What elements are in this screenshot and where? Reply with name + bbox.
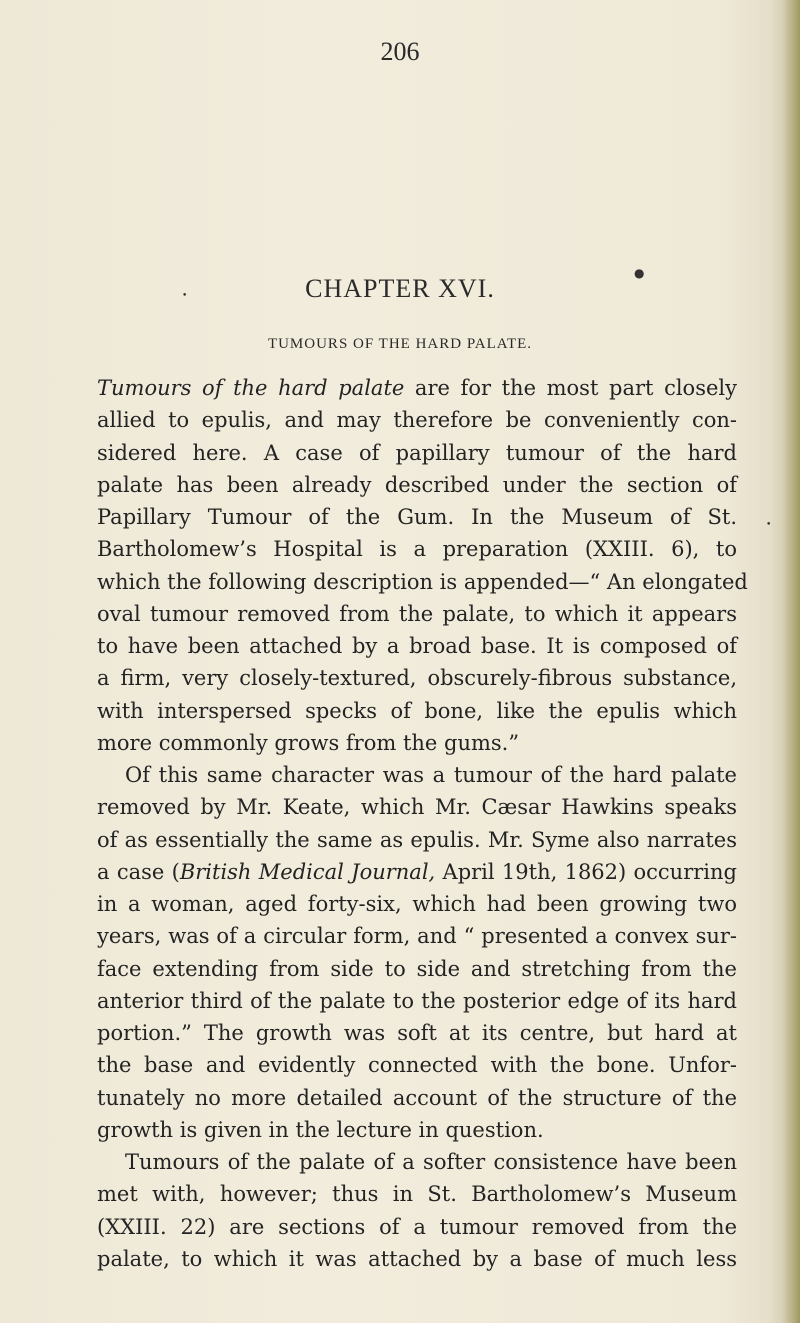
text-line <box>97 662 737 694</box>
text-run: oval tumour removed from the palate, to which it appears <box>97 601 737 626</box>
text-line <box>97 1178 737 1210</box>
text-run: portion.” The growth was soft at its centre, but hard at <box>97 1021 737 1045</box>
text-line <box>97 1114 737 1146</box>
text-run: palate has been already described under the section of <box>97 472 737 497</box>
text-run: with interspersed specks of bone, like the epulis which <box>97 698 737 723</box>
text-line <box>97 1146 737 1178</box>
text-run: met with, however; thus in St. Bartholomew’s Museum <box>97 1182 737 1207</box>
text-run: which the following description is appended—“ An elongated <box>97 569 748 594</box>
text-line <box>97 888 737 920</box>
text-line <box>97 759 737 791</box>
text-line <box>97 372 737 404</box>
page-edge-stain <box>782 0 800 1323</box>
text-run: April 19th, 1862) occurring <box>435 859 737 884</box>
ink-dot-icon: • <box>182 291 188 301</box>
text-run: Tumours of the palate of a softer consistence have been <box>125 1150 737 1174</box>
chapter-title: CHAPTER XVI. <box>305 274 495 303</box>
text-run: Of this same character was a tumour of the hard palate <box>125 763 737 787</box>
text-line <box>97 404 737 436</box>
text-run: allied to epulis, and may therefore be conveniently con- <box>97 408 737 433</box>
text-line <box>97 469 737 501</box>
text-line <box>97 598 737 630</box>
text-run: Papillary Tumour of the Gum. In the Museum of St. <box>97 505 737 529</box>
text-line <box>97 727 737 759</box>
text-run: anterior third of the palate to the posterior edge of its hard <box>97 988 737 1013</box>
text-run: are for the most part closely <box>404 376 737 400</box>
text-run: palate, to which it was attached by a base of much less <box>97 1246 737 1271</box>
italic-text: British Medical Journal, <box>179 859 436 884</box>
section-title: TUMOURS OF THE HARD PALATE. <box>267 336 533 352</box>
text-line <box>97 437 737 469</box>
italic-text: Tumours of the hard palate <box>97 376 405 400</box>
text-line <box>97 791 737 823</box>
text-run: a firm, very closely-textured, obscurely-fibrous substance, <box>97 666 737 691</box>
text-line <box>97 1017 737 1049</box>
body-text <box>97 372 748 1275</box>
text-line <box>97 695 737 727</box>
text-run: of as essentially the same as epulis. Mr. Syme also narrates <box>97 827 737 852</box>
text-run: in a woman, aged forty-six, which had been growing two <box>97 892 737 916</box>
text-line <box>97 920 737 952</box>
text-line <box>97 1243 737 1275</box>
page-number: 206 <box>380 37 420 66</box>
text-run: face extending from side to side and stretching from the <box>97 956 737 981</box>
text-run: Bartholomew’s Hospital is a preparation (XXIII. 6), to <box>97 537 737 562</box>
text-line <box>97 985 737 1017</box>
text-run: removed by Mr. Keate, which Mr. Cæsar Hawkins speaks <box>97 795 737 820</box>
text-line <box>97 856 737 888</box>
text-run: more commonly grows from the gums.” <box>97 730 520 755</box>
text-line <box>97 824 737 856</box>
ink-dot-icon: ● <box>634 266 645 280</box>
text-line <box>97 533 737 565</box>
text-run: growth is given in the lecture in question. <box>97 1117 544 1142</box>
text-run: the base and evidently connected with the bone. Unfor- <box>97 1053 737 1078</box>
text-run: tunately no more detailed account of the structure of the <box>97 1085 737 1110</box>
text-line <box>97 953 737 985</box>
text-run: to have been attached by a broad base. It is composed of <box>97 634 737 658</box>
text-line <box>97 501 737 533</box>
ink-dot-icon: • <box>766 520 772 530</box>
text-run: sidered here. A case of papillary tumour of the hard <box>97 440 737 465</box>
text-line <box>97 566 748 598</box>
text-run: a case ( <box>97 859 180 884</box>
text-line <box>97 630 737 662</box>
text-run: years, was of a circular form, and “ presented a convex sur- <box>97 924 737 949</box>
text-line <box>97 1049 737 1081</box>
text-line <box>97 1082 737 1114</box>
text-line <box>97 1211 737 1243</box>
text-run: (XXIII. 22) are sections of a tumour removed from the <box>97 1214 737 1239</box>
